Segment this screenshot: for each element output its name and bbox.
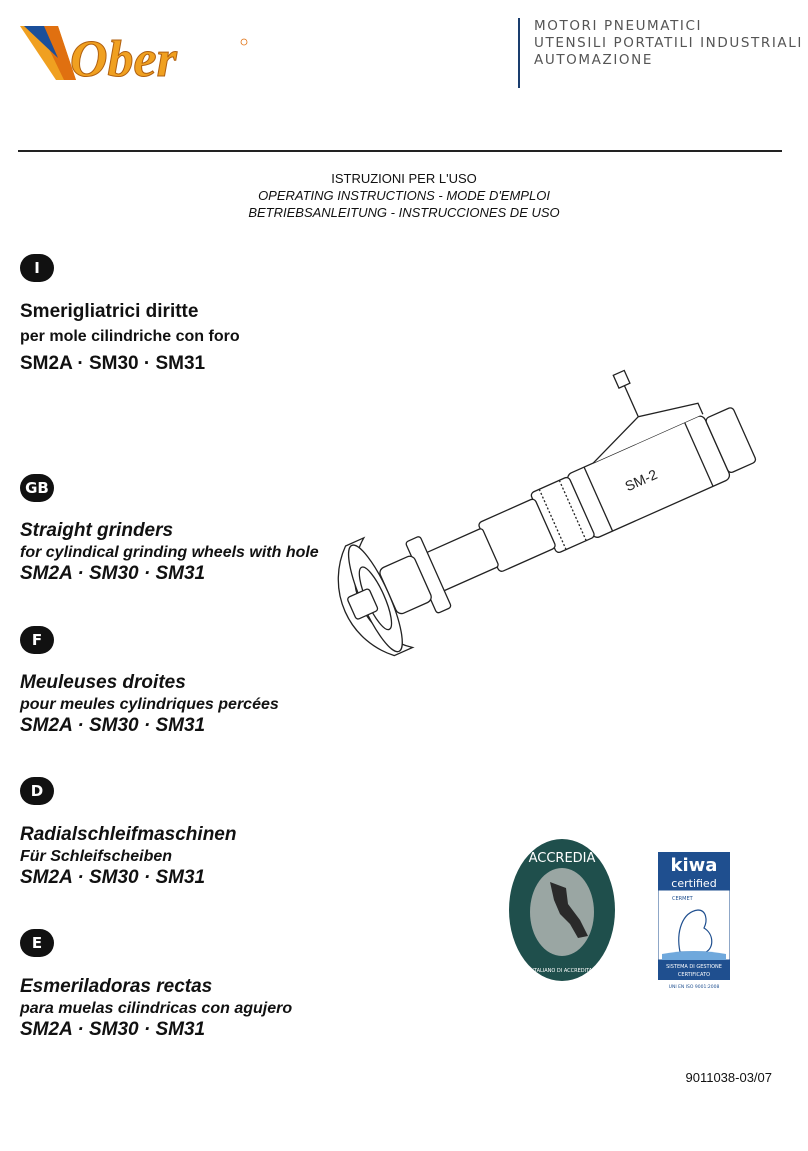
accredia-name: ACCREDIA bbox=[528, 851, 596, 866]
language-badge-gb: GB bbox=[20, 474, 54, 502]
kiwa-system: SISTEMA DI GESTIONE bbox=[666, 964, 722, 970]
company-tagline bbox=[518, 18, 803, 88]
instructions-line-1: ISTRUZIONI PER L'USO bbox=[331, 171, 477, 186]
tagline-line-3: AUTOMAZIONE bbox=[534, 52, 653, 68]
kiwa-certificate: CERTIFICATO bbox=[677, 972, 711, 978]
section-subtitle-fr: pour meules cylindriques percées bbox=[20, 696, 279, 713]
section-title-es: Esmeriladoras rectas bbox=[20, 976, 213, 997]
instructions-line-2: OPERATING INSTRUCTIONS - MODE D'EMPLOI bbox=[258, 188, 550, 203]
kiwa-certified-logo bbox=[658, 852, 730, 990]
tool-model-label: SM-2 bbox=[622, 465, 660, 495]
language-badge-es: E bbox=[20, 929, 54, 957]
section-subtitle-gb: for cylindical grinding wheels with hole bbox=[20, 544, 319, 561]
language-badge-it: I bbox=[20, 254, 54, 282]
section-models-es: SM2A · SM30 · SM31 bbox=[20, 1019, 206, 1040]
tagline-line-2: UTENSILI PORTATILI INDUSTRIALI bbox=[534, 35, 803, 51]
instructions-heading bbox=[0, 170, 808, 221]
kiwa-name: kiwa bbox=[670, 855, 718, 876]
logo-wordmark: Ober bbox=[70, 31, 177, 88]
kiwa-certified-text: certified bbox=[671, 877, 717, 890]
section-title-it: Smerigliatrici diritte bbox=[20, 301, 199, 322]
section-title-gb: Straight grinders bbox=[20, 520, 174, 541]
straight-grinder-illustration bbox=[320, 365, 790, 710]
section-models-gb: SM2A · SM30 · SM31 bbox=[20, 563, 206, 584]
instructions-line-3: BETRIEBSANLEITUNG - INSTRUCCIONES DE USO bbox=[248, 205, 560, 220]
section-subtitle-es: para muelas cilindricas con agujero bbox=[20, 1000, 293, 1017]
kiwa-iso: UNI EN ISO 9001:2008 bbox=[668, 985, 720, 990]
section-models-fr: SM2A · SM30 · SM31 bbox=[20, 715, 206, 736]
language-badge-de: D bbox=[20, 777, 54, 805]
language-badge-fr: F bbox=[20, 626, 54, 654]
accredia-logo bbox=[508, 838, 616, 983]
section-subtitle-it: per mole cilindriche con foro bbox=[20, 328, 240, 345]
document-code: 9011038-03/07 bbox=[685, 1070, 772, 1085]
section-title-de: Radialschleifmaschinen bbox=[20, 824, 237, 845]
section-subtitle-de: Für Schleifscheiben bbox=[20, 848, 173, 865]
accredia-subtitle: L'ENTE ITALIANO DI ACCREDITAMENTO bbox=[513, 968, 611, 974]
section-title-fr: Meuleuses droites bbox=[20, 672, 186, 693]
kiwa-cermet: CERMET bbox=[672, 896, 693, 902]
header-divider bbox=[18, 150, 782, 152]
section-models-de: SM2A · SM30 · SM31 bbox=[20, 867, 206, 888]
section-models-it: SM2A · SM30 · SM31 bbox=[20, 353, 206, 374]
tagline-line-1: MOTORI PNEUMATICI bbox=[534, 18, 703, 34]
ober-logo bbox=[18, 18, 258, 90]
